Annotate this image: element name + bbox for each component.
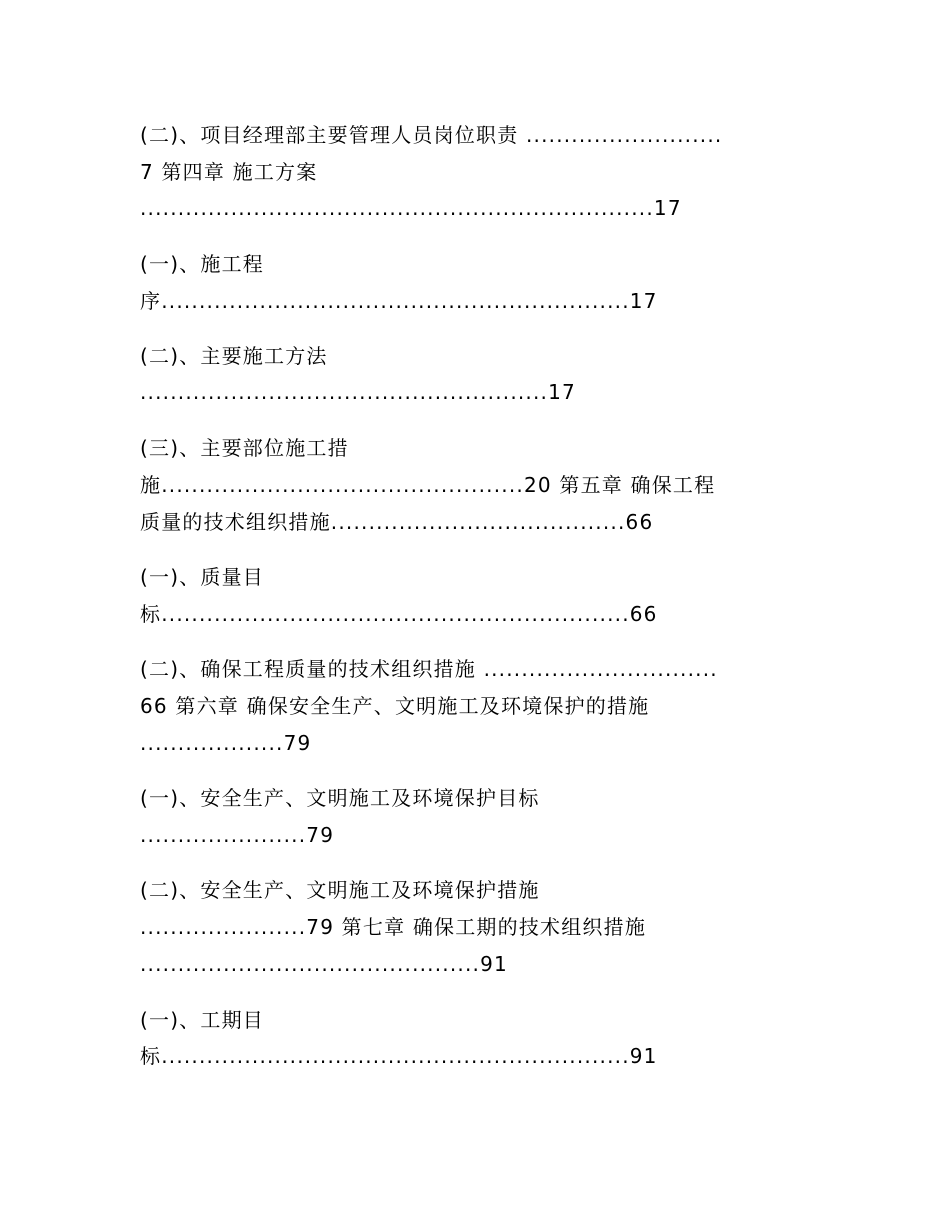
toc-line: 标..............................................................66 (140, 602, 658, 626)
toc-line: 7 第四章 施工方案 (140, 160, 318, 184)
toc-line: 施................................................20 第五章 确保工程 (140, 473, 716, 497)
toc-line: (三)、主要部位施工措 (140, 436, 349, 460)
toc-line: (一)、安全生产、文明施工及环境保护目标 (140, 786, 540, 810)
toc-line: 序..............................................................17 (140, 289, 658, 313)
toc-line: (二)、安全生产、文明施工及环境保护措施 (140, 878, 540, 902)
toc-line: (一)、质量目 (140, 565, 265, 589)
toc-line: (二)、主要施工方法 (140, 344, 328, 368)
toc-line: (一)、工期目 (140, 1008, 265, 1032)
toc-line: 66 第六章 确保安全生产、文明施工及环境保护的措施 (140, 694, 650, 718)
toc-line: ......................................................17 (140, 380, 576, 404)
toc-line: 质量的技术组织措施.......................................66 (140, 510, 654, 534)
toc-line: ......................79 第七章 确保工期的技术组织措施 (140, 915, 647, 939)
toc-line: ....................................................................17 (140, 196, 682, 220)
toc-line: ...................79 (140, 731, 312, 755)
toc-line: ......................79 (140, 823, 335, 847)
toc-line: (二)、项目经理部主要管理人员岗位职责 .......................... (140, 123, 723, 147)
toc-line: .............................................91 (140, 952, 508, 976)
toc-line: (一)、施工程 (140, 252, 265, 276)
toc-line: (二)、确保工程质量的技术组织措施 ............................... (140, 657, 718, 681)
toc-line: 标..............................................................91 (140, 1044, 658, 1068)
